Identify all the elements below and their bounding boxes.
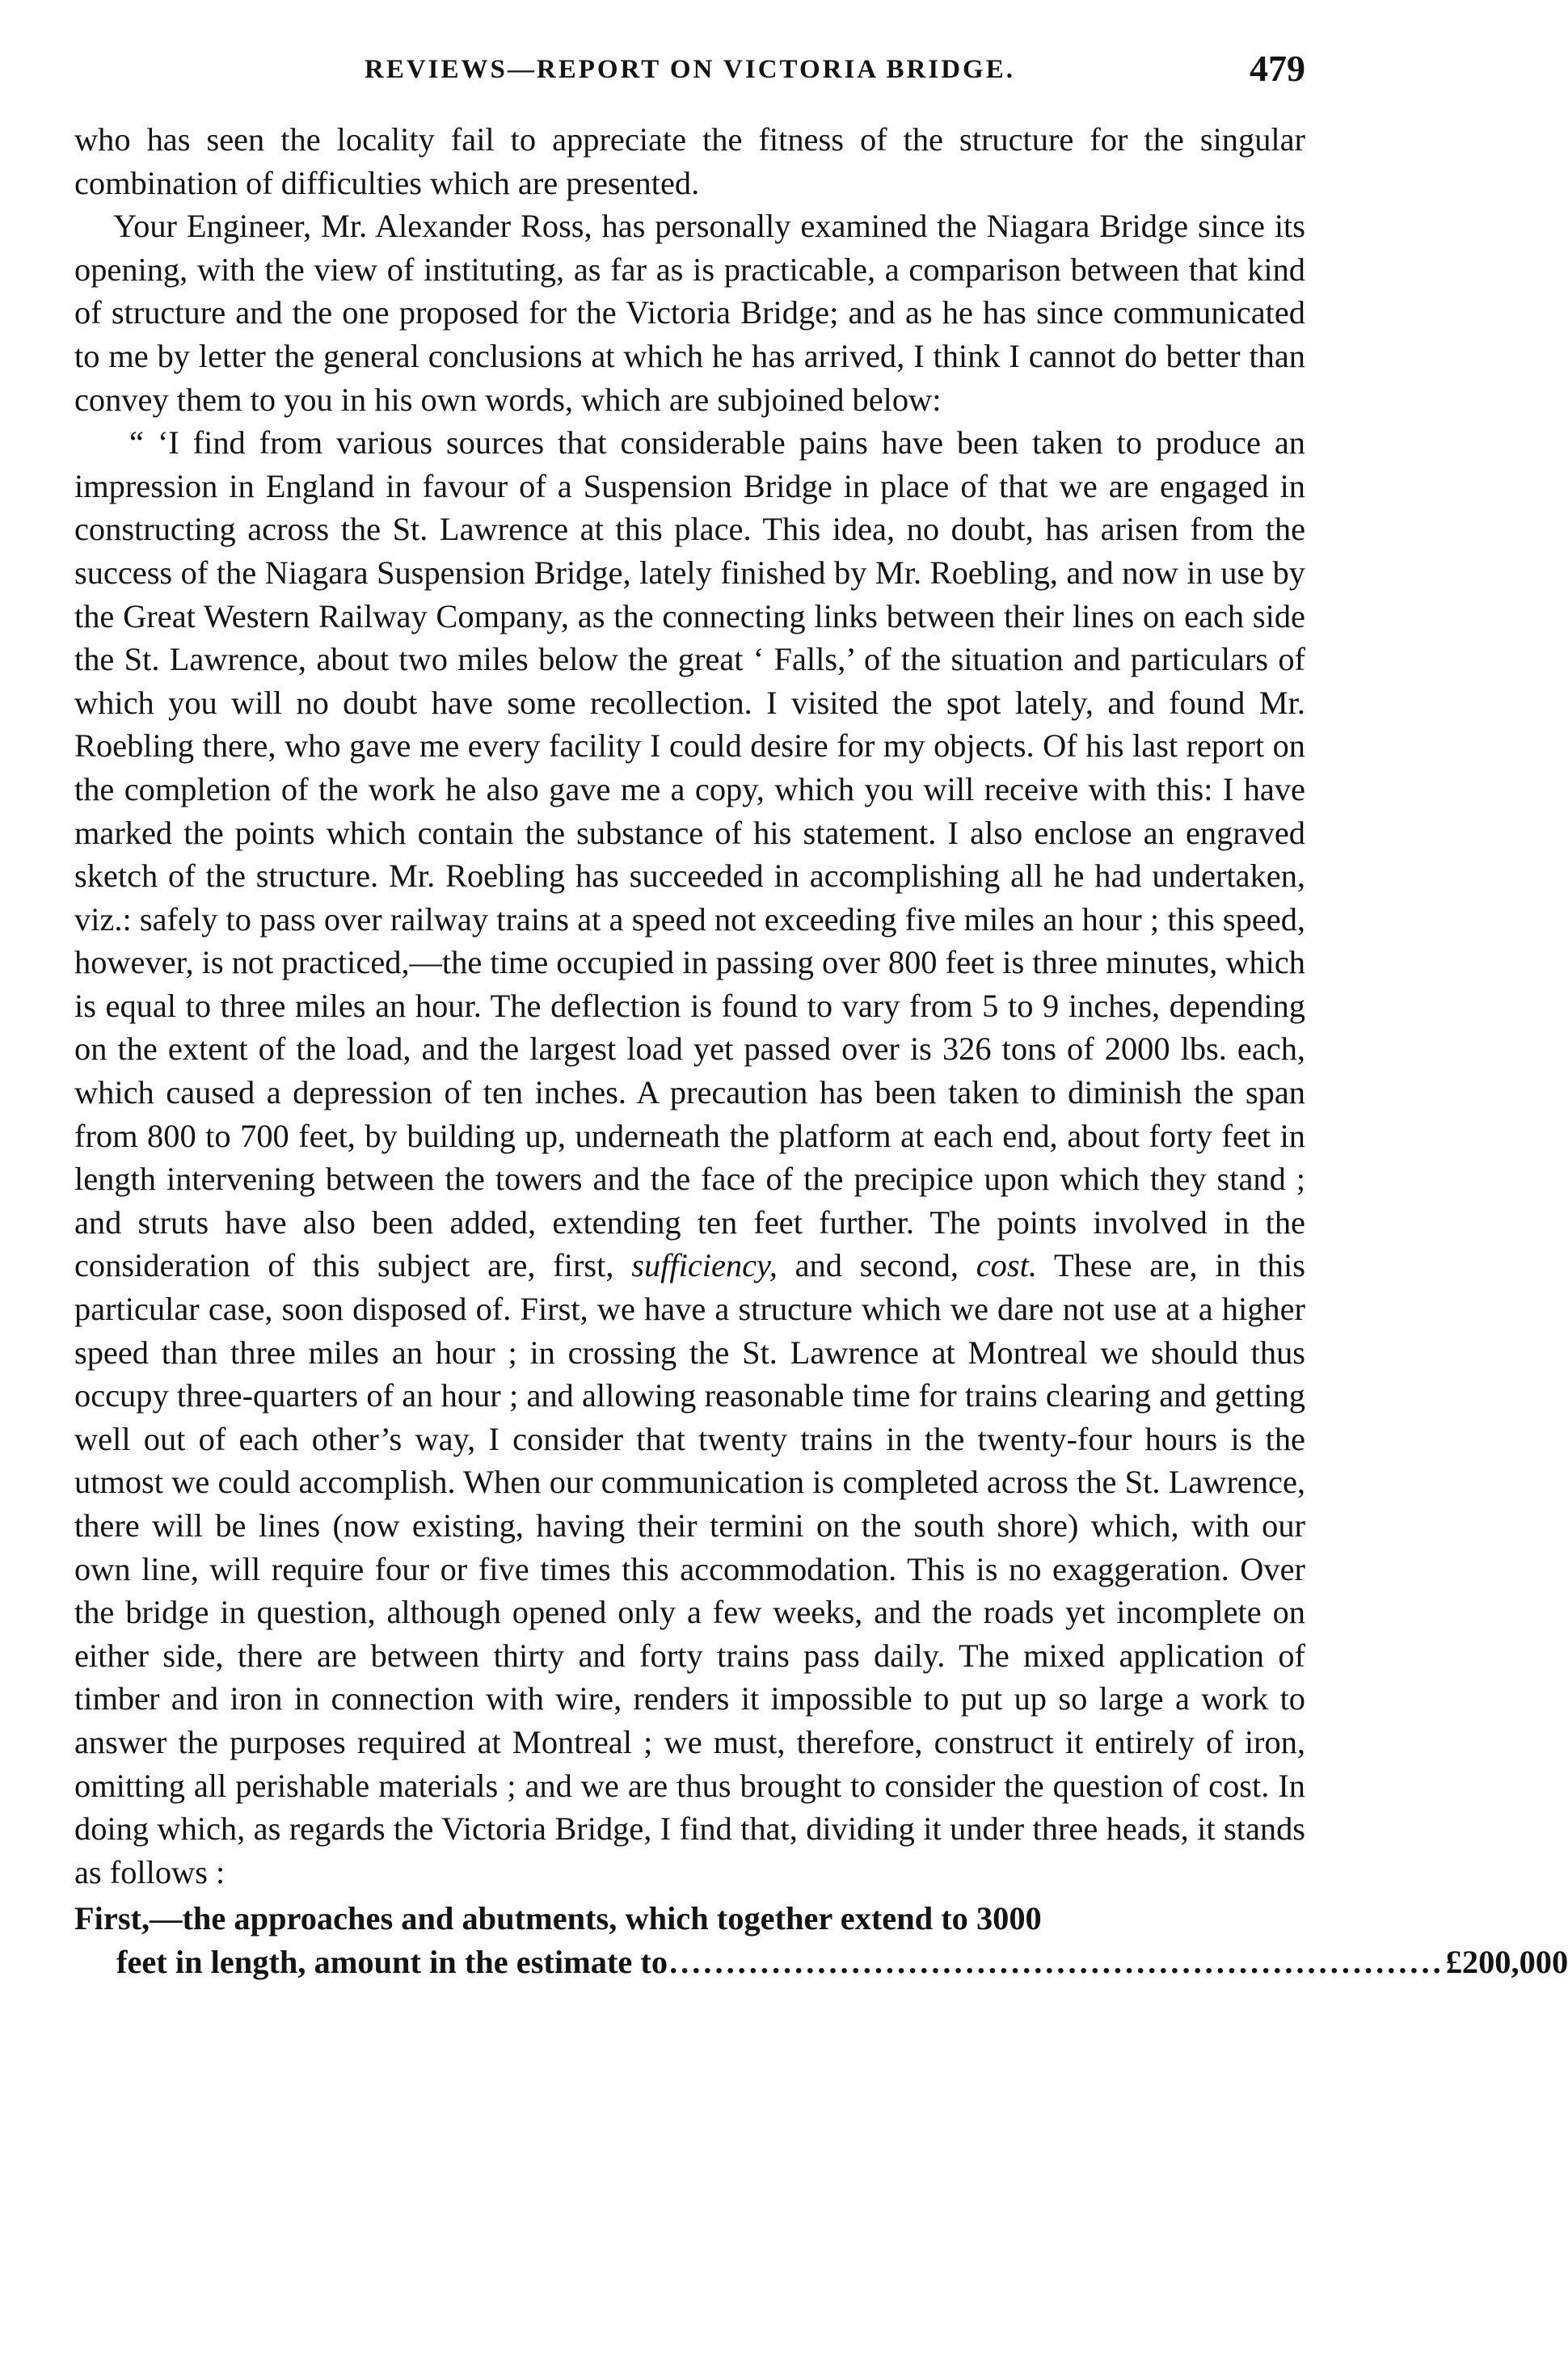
estimate-amount: £200,000 bbox=[1445, 1943, 1568, 1980]
paragraph-continuation: who has seen the locality fail to appreciate the fitness of the structure for the singular combination of difficulties which are presented. bbox=[74, 121, 1305, 201]
quote-text-a: “ ‘I find from various sources that considerable pains have been taken to produce an impression in England in favour of a Suspension Bridge in place of that we are engaged in constructing across the St. Lawrence at this place. This idea, no doubt, has arisen from the success of the Niagara Suspension Bridge, lately finished by Mr. Roebling, and now in use by the Great Western Railway Company, as the connecting links between their lines on each side the St. Lawrence, about two miles below the great ‘ Falls,’ of the situation and particulars of which you will no doubt have some recollection. I visited the spot lately, and found Mr. Roebling there, who gave me every facility I could desire for my objects. Of his last report on the completion of the work he also gave me a copy, which you will receive with this: I have marked the points which contain the substance of his statement. I also enclose an engraved sketch of the structure. Mr. Roebling has succeeded in accomplishing all he had undertaken, viz.: safely to pass over railway trains at a speed not exceeding five miles an hour ; this speed, however, is not practiced,—the time occupied in passing over 800 feet is three minutes, which is equal to three miles an hour. The deflection is found to vary from 5 to 9 inches, depending on the extent of the load, and the largest load yet passed over is 326 tons of 2000 lbs. each, which caused a depression of ten inches. A precaution has been taken to diminish the span from 800 to 700 feet, by building up, underneath the platform at each end, about forty feet in length intervening between the towers and the face of the precipice upon which they stand ; and struts have also been added, extending ten feet further. The points involved in the consideration of this subject are, first, bbox=[74, 424, 1305, 1284]
quote-emphasis-cost: cost. bbox=[976, 1247, 1037, 1284]
page-body bbox=[74, 118, 1305, 1894]
dot-leader: .................................................................... bbox=[669, 1943, 1444, 1980]
quote-text-b: and second, bbox=[795, 1247, 959, 1284]
estimate-line-2 bbox=[74, 1941, 1568, 1984]
page-header bbox=[74, 47, 1305, 103]
estimate-entry bbox=[74, 1897, 1568, 1983]
estimate-label: feet in length, amount in the estimate to bbox=[116, 1943, 668, 1980]
quote-text-c: These are, in this particular case, soon disposed of. First, we have a structure which we dare not use at a higher speed than three miles an hour ; in crossing the St. Lawrence at Montreal we should thus occupy three-quarters of an hour ; and allowing reasonable time for trains clearing and getting well out of each other’s way, I consider that twenty trains in the twenty-four hours is the utmost we could accomplish. When our communication is completed across the St. Lawrence, there will be lines (now existing, having their termini on the south shore) which, with our own line, will require four or five times this accommodation. This is no exaggeration. Over the bridge in question, although opened only a few weeks, and the roads yet incomplete on either side, there are between thirty and forty trains pass daily. The mixed application of timber and iron in connection with wire, renders it impossible to put up so large a work to answer the purposes required at Montreal ; we must, therefore, construct it entirely of iron, omitting all perishable materials ; and we are thus brought to consider the question of cost. In doing which, as regards the Victoria Bridge, I find that, dividing it under three heads, it stands as follows : bbox=[74, 1247, 1305, 1890]
paragraph-quoted-letter bbox=[74, 421, 1305, 1894]
running-head: REVIEWS—REPORT ON VICTORIA BRIDGE. bbox=[364, 55, 1015, 84]
page-number: 479 bbox=[1250, 48, 1305, 89]
paragraph-engineer: Your Engineer, Mr. Alexander Ross, has personally examined the Niagara Bridge since its opening, with the view of instituting, as far as is practicable, a comparison between that kind of structure and the one proposed for the Victoria Bridge; and as he has since communicated to me by letter the general conclusions at which he has arrived, I think I cannot do better than convey them to you in his own words, which are subjoined below: bbox=[74, 208, 1305, 418]
quote-emphasis-sufficiency: sufficiency, bbox=[631, 1247, 778, 1284]
estimate-line-1: First,—the approaches and abutments, which together extend to 3000 bbox=[74, 1900, 1042, 1937]
